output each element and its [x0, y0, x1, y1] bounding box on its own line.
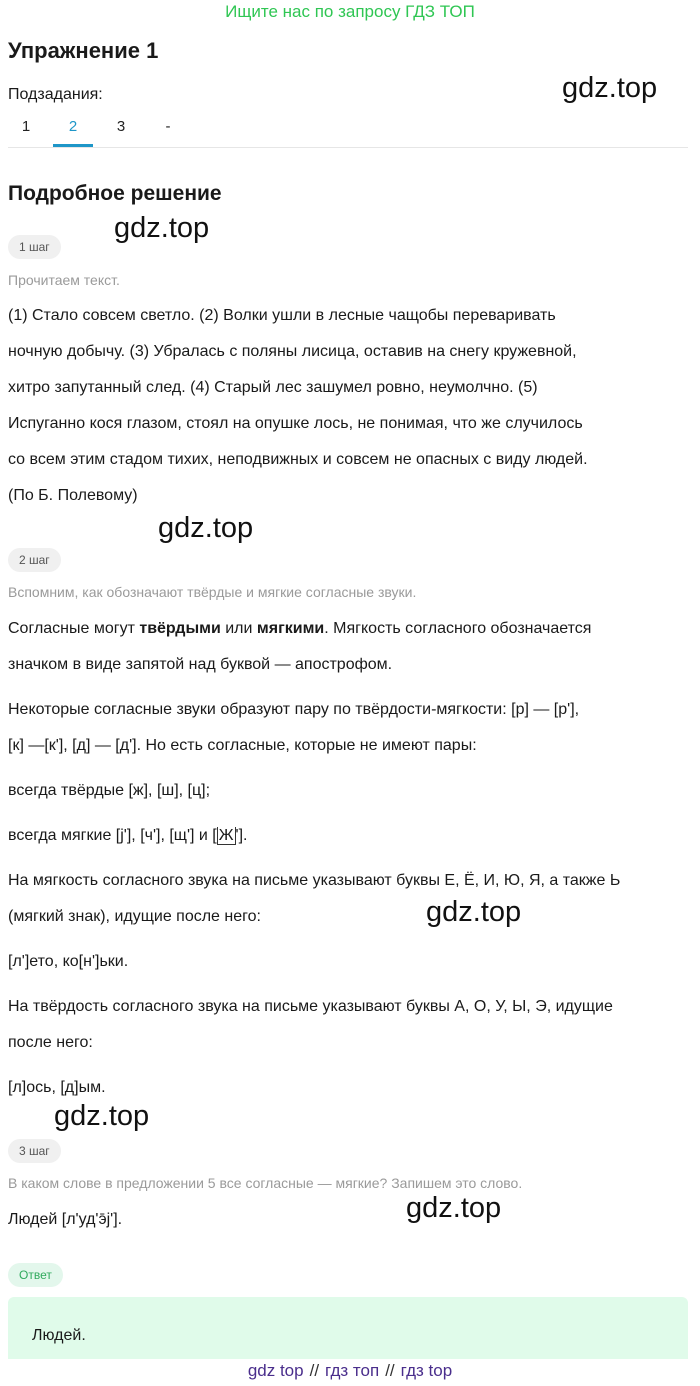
text-line: На мягкость согласного звука на письме указывают буквы Е, Ё, И, Ю, Я, а также Ь — [8, 872, 621, 889]
watermark: gdz.top — [158, 512, 254, 544]
text-line: (мягкий знак), идущие после него: — [8, 908, 261, 925]
step1-text — [8, 298, 688, 514]
footer-links — [0, 1359, 700, 1386]
step2-paragraph-1 — [8, 611, 688, 683]
text: или — [220, 620, 257, 637]
step2-paragraph-4 — [8, 818, 688, 854]
text: ']. — [235, 827, 248, 844]
text: . Мягкость согласного обозначается — [324, 620, 592, 637]
text-line: хитро запутанный след. (4) Старый лес зашумел ровно, неумолчно. (5) — [8, 379, 538, 396]
text-line: со всем этим стадом тихих, неподвижных и совсем не опасных с виду людей. — [8, 451, 588, 468]
text-line: после него: — [8, 1034, 93, 1051]
tab-subtask-3[interactable]: 3 — [116, 118, 126, 135]
step2-paragraph-8: [л]ось, [д]ым. — [8, 1079, 106, 1096]
step2-paragraph-3: всегда твёрдые [ж], [ш], [ц]; — [8, 782, 211, 799]
answer-badge: Ответ — [8, 1263, 63, 1287]
step2-paragraph-6: [л']ето, ко[н']ьки. — [8, 953, 129, 970]
text-line: ночную добычу. (3) Убралась с поляны лисица, оставив на снегу кружевной, — [8, 343, 577, 360]
text-line: [к] —[к'], [д] — [д']. Но есть согласные, которые не имеют пары: — [8, 737, 477, 754]
footer-separator: // — [385, 1361, 395, 1380]
answer-text: Людей. — [32, 1327, 86, 1344]
section-title: Подробное решение — [8, 182, 222, 205]
page-title: Упражнение 1 — [8, 38, 159, 63]
step2-hint: Вспомним, как обозначают твёрдые и мягкие согласные звуки. — [8, 584, 417, 600]
step3-text: Людей [л'уд'э̄j']. — [8, 1211, 123, 1228]
step1-hint: Прочитаем текст. — [8, 272, 120, 288]
footer-link[interactable]: гдз top — [400, 1361, 453, 1380]
text-line: (1) Стало совсем светло. (2) Волки ушли в лесные чащобы переваривать — [8, 307, 556, 324]
divider — [8, 147, 688, 148]
watermark: gdz.top — [406, 1192, 502, 1224]
boxed-letter: Ж — [218, 827, 234, 844]
text: Согласные могут — [8, 620, 140, 637]
watermark: gdz.top — [54, 1100, 150, 1132]
text-line: Испуганно кося глазом, стоял на опушке лось, не понимая, что же случилось — [8, 415, 583, 432]
tab-subtask-dash[interactable]: - — [165, 118, 171, 135]
text-line: На твёрдость согласного звука на письме указывают буквы А, О, У, Ы, Э, идущие — [8, 998, 613, 1015]
tab-subtask-1[interactable]: 1 — [21, 118, 31, 135]
top-banner: Ищите нас по запросу ГДЗ ТОП — [225, 2, 475, 21]
bold-term: твёрдыми — [139, 620, 221, 637]
step2-paragraph-7 — [8, 989, 688, 1061]
step2-paragraph-5 — [8, 863, 688, 935]
step2-paragraph-2 — [8, 692, 688, 764]
answer-box — [8, 1297, 688, 1361]
step-badge-3: 3 шаг — [8, 1139, 61, 1163]
subtasks-label: Подзадания: — [8, 86, 103, 103]
footer-separator: // — [309, 1361, 320, 1380]
step-badge-1: 1 шаг — [8, 235, 61, 259]
text: всегда мягкие [j'], [ч'], [щ'] и [ — [8, 827, 217, 844]
step-badge-2: 2 шаг — [8, 548, 61, 572]
step3-hint: В каком слове в предложении 5 все согласные — мягкие? Запишем это слово. — [8, 1175, 523, 1191]
watermark: gdz.top — [426, 896, 522, 928]
text-line: значком в виде запятой над буквой — апострофом. — [8, 656, 393, 673]
footer-link[interactable]: гдз топ — [325, 1361, 380, 1380]
footer-link[interactable]: gdz top — [247, 1361, 304, 1380]
watermark: gdz.top — [114, 212, 210, 244]
text-line: (По Б. Полевому) — [8, 487, 138, 504]
watermark: gdz.top — [562, 72, 658, 104]
bold-term: мягкими — [256, 620, 325, 637]
tab-subtask-2[interactable]: 2 — [68, 118, 78, 135]
text-line: Некоторые согласные звуки образуют пару по твёрдости-мягкости: [р] — [р'], — [8, 701, 580, 718]
